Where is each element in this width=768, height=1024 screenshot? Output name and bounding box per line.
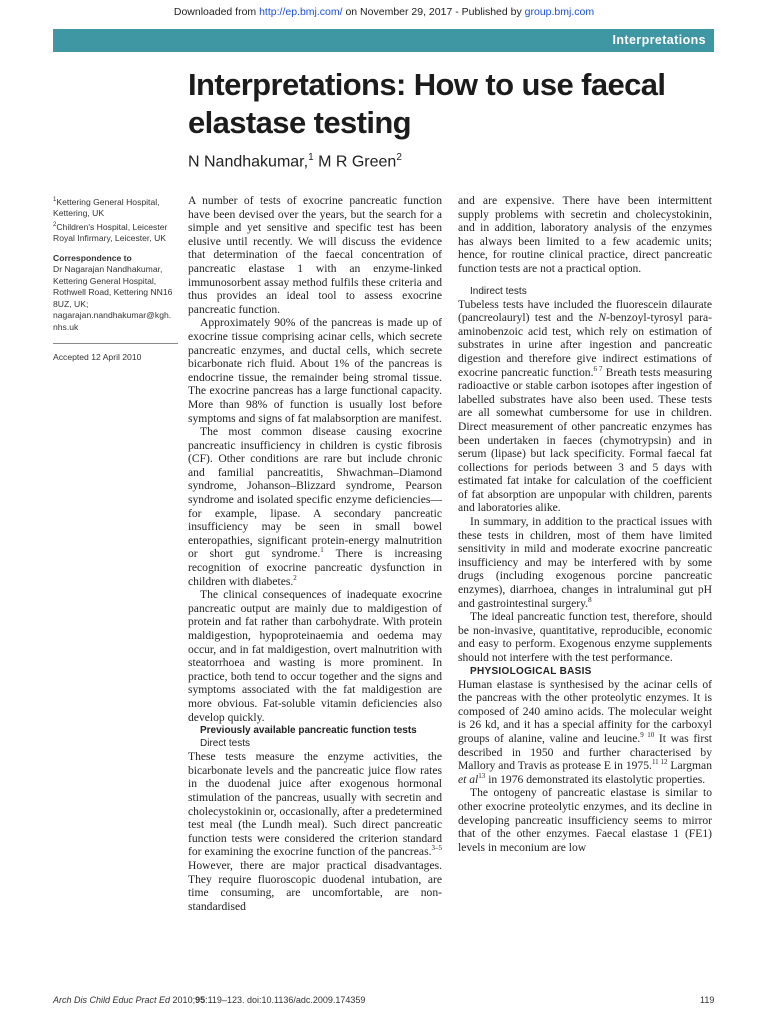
paragraph-text: -benzoyl-tyrosyl para-aminobenzoic acid test, which rely on estimation of substrates in urine after ingestion and pancreatic digestion and therefore give indirect estimations of exocrine pancreatic function. [458, 311, 712, 379]
download-notice [0, 6, 768, 18]
paragraph-text: However, there are major practical disadvantages. They require fluoroscopic duodenal intubation, are time consuming, are uncomfortable, are non-standardised [188, 858, 442, 913]
citation-footer [53, 995, 365, 1005]
journal-doi: :119–123. doi:10.1136/adc.2009.174359 [205, 995, 366, 1005]
paragraph-text: Human elastase is synthesised by the acinar cells of the pancreas with the other proteolytic enzymes. It is composed of 240 amino acids. The molecular weight is 26 kd, and it has a special affinity for the carboxyl groups of alanine, valine and leucine. [458, 677, 712, 745]
paragraph-text: Largman [667, 759, 712, 773]
affiliation-2-mark: 2 [53, 221, 57, 228]
paragraph-text: Breath tests measuring radioactive or stable carbon isotopes after ingestion of labelled substrates have also been used. These tests are all somewhat cumbersome for use in children. Direct measurement of other pancreatic enzymes has been undertaken in faeces (chymotrypsin) and in serum (lipase) but lack specificity. Formal faecal fat collections for periods between 3 and 5 days with estimated fat intake for calculation of the coefficient of fat absorption are unpopular with children, parents and laboratories alike. [458, 365, 712, 515]
paragraph: Approximately 90% of the pancreas is made up of exocrine tissue comprising acinar cells, which secrete pancreatic enzymes, and ductal cells, which secrete bicarbonate rich fluid. About 1% of the pancreas is endocrine tissue, the remainder being stromal tissue. The exocrine pancreas has a large functional capacity. More than 98% of function is usually lost before symptoms and signs of fat malabsorption are manifest. [188, 316, 442, 425]
correspondence-heading: Correspondence to [53, 252, 132, 263]
author-2: M R Green [313, 153, 397, 171]
download-text-mid: on November 29, 2017 - Published by [342, 6, 525, 18]
paragraph [188, 750, 442, 913]
download-text: Downloaded from [173, 6, 260, 18]
citation: 1 [320, 546, 324, 555]
journal-year: 2010; [170, 995, 196, 1005]
paragraph [458, 298, 712, 516]
paragraph [188, 425, 442, 588]
paragraph-text: These tests measure the enzyme activities, the bicarbonate levels and the pancreatic juice flow rates in the duodenal juice after exogenous hormonal stimulation of the pancreas, usually with secretin and cholecystokinin or, occasionally, after a predetermined test meal (the Lundh meal). Such direct pancreatic function tests were considered the criterion standard for examining the exocrine function of the pancreas. [188, 750, 442, 859]
italic-text: N [598, 311, 607, 325]
correspondence-email-line[interactable]: nhs.uk [53, 321, 79, 332]
italic-text: et al [458, 772, 479, 786]
citation: 11 12 [651, 758, 668, 767]
paragraph: A number of tests of exocrine pancreatic function have been devised over the years, but the search for a simple and yet sensitive and specific test has been elusive until recently. We will discuss the evidence that determination of the faecal concentration of pancreatic elastase 1 with an enzyme-linked immunosorbent assay method fulfils these criteria and thus provides an ideal tool to assess exocrine pancreatic function. [188, 194, 442, 316]
paragraph: The clinical consequences of inadequate exocrine pancreatic output are mainly due to maldigestion of protein and fat rather than carbohydrate. With protein maldigestion, hypoproteinaemia and oedema may occur, and in fat maldigestion, overt malnutrition with steatorrhoea and wasting is more prominent. In practice, both tend to occur together and the signs and symptoms associated with the fat maldigestion are more obvious. Fat-soluble vitamin deficiencies also develop quickly. [188, 588, 442, 724]
author-line [188, 152, 402, 171]
subheading-direct-tests: Direct tests [200, 738, 251, 750]
section-label: Interpretations [612, 33, 706, 47]
correspondence [53, 253, 181, 334]
body-column-2 [458, 194, 712, 854]
section-banner [53, 29, 714, 52]
body-column-1 [188, 194, 442, 913]
author-1: N Nandhakumar, [188, 153, 309, 171]
citation: 3–5 [431, 844, 442, 853]
section-heading-physiological-basis: PHYSIOLOGICAL BASIS [470, 665, 592, 677]
group-bmj-link[interactable]: group.bmj.com [524, 6, 595, 18]
journal-volume: 95 [195, 995, 206, 1005]
correspondence-line: Dr Nagarajan Nandhakumar, [53, 264, 163, 275]
paragraph-text: In summary, in addition to the practical issues with these tests in children, most of them have limited sensitivity in mild and moderate exocrine pancreatic insufficiency and may be interfered with by some drugs (including exogenous porcine pancreatic enzymes), diarrhoea, changes in intraluminal gut pH and gastrointestinal surgery. [458, 515, 712, 610]
citation: 13 [478, 771, 486, 780]
paragraph-text: The most common disease causing exocrine pancreatic insufficiency in children is cystic fibrosis (CF). Other conditions are rare but include chronic and familial pancreatitis, Shwachman–Diamond syndrome, Johanson–Blizzard syndrome, Pearson syndrome and isolated specific enzyme deficiencies—for example, lipase. A secondary pancreatic insufficiency may be seen in small bowel enteropathies, significant protein-energy malnutrition or short gut syndrome. [188, 425, 442, 561]
citation: 6 7 [593, 364, 603, 373]
ep-bmj-link[interactable]: http://ep.bmj.com/ [259, 6, 343, 18]
accepted-date: Accepted 12 April 2010 [53, 352, 142, 363]
citation: 2 [293, 573, 297, 582]
page-number: 119 [700, 995, 715, 1005]
correspondence-email-line[interactable]: nagarajan.nandhakumar@kgh. [53, 310, 172, 321]
paragraph: The ideal pancreatic function test, therefore, should be non-invasive, quantitative, reproducible, economic and easy to perform. Exogenous enzyme supplements should not interfere with the test performance. [458, 610, 712, 664]
citation: 8 [588, 595, 592, 604]
author-2-affiliation-mark: 2 [396, 152, 402, 163]
paragraph-text: Tubeless tests have included the fluorescein dilaurate (pancreolauryl) test and the [458, 297, 712, 325]
correspondence-line: 8UZ, UK; [53, 298, 89, 309]
paragraph [458, 678, 712, 787]
citation: 9 10 [640, 731, 655, 740]
paragraph-text: There is increasing recognition of exocrine pancreatic dysfunction in children with diabetes. [188, 547, 442, 588]
article-title: Interpretations: How to use faecal elastase testing [188, 67, 666, 140]
sidebar-divider [53, 343, 178, 344]
affiliation-1: Kettering General Hospital, Kettering, UK [53, 196, 160, 219]
subheading-indirect-tests: Indirect tests [470, 285, 527, 297]
paragraph: and are expensive. There have been intermittent supply problems with secretin and cholecystokinin, and in addition, laboratory analysis of the enzymes has always been limited to a few academic units; hence, for routine clinical practice, direct pancreatic function tests are not a practical option. [458, 194, 712, 275]
affiliation-2: Children's Hospital, Leicester Royal Infirmary, Leicester, UK [53, 221, 168, 244]
paragraph-text: in 1976 demonstrated its elastolytic properties. [485, 772, 706, 786]
paragraph [458, 515, 712, 610]
paragraph: The ontogeny of pancreatic elastase is similar to other exocrine proteolytic enzymes, and its decline in developing pancreatic insufficiency seems to mirror that of the other enzymes. Faecal elastase 1 (FE1) levels in meconium are low [458, 786, 712, 854]
author-1-affiliation-mark: 1 [308, 152, 314, 163]
affiliations [53, 195, 181, 245]
affiliation-1-mark: 1 [53, 197, 57, 203]
correspondence-line: Kettering General Hospital, [53, 275, 157, 286]
paragraph-text: It was first described in 1950 and further characterised by Mallory and Travis as protease E in 1975. [458, 731, 712, 773]
journal-name: Arch Dis Child Educ Pract Ed [53, 995, 171, 1005]
article-sidebar [53, 195, 181, 364]
subheading-previous-tests: Previously available pancreatic function tests [200, 725, 417, 737]
correspondence-line: Rothwell Road, Kettering NN16 [53, 287, 173, 298]
